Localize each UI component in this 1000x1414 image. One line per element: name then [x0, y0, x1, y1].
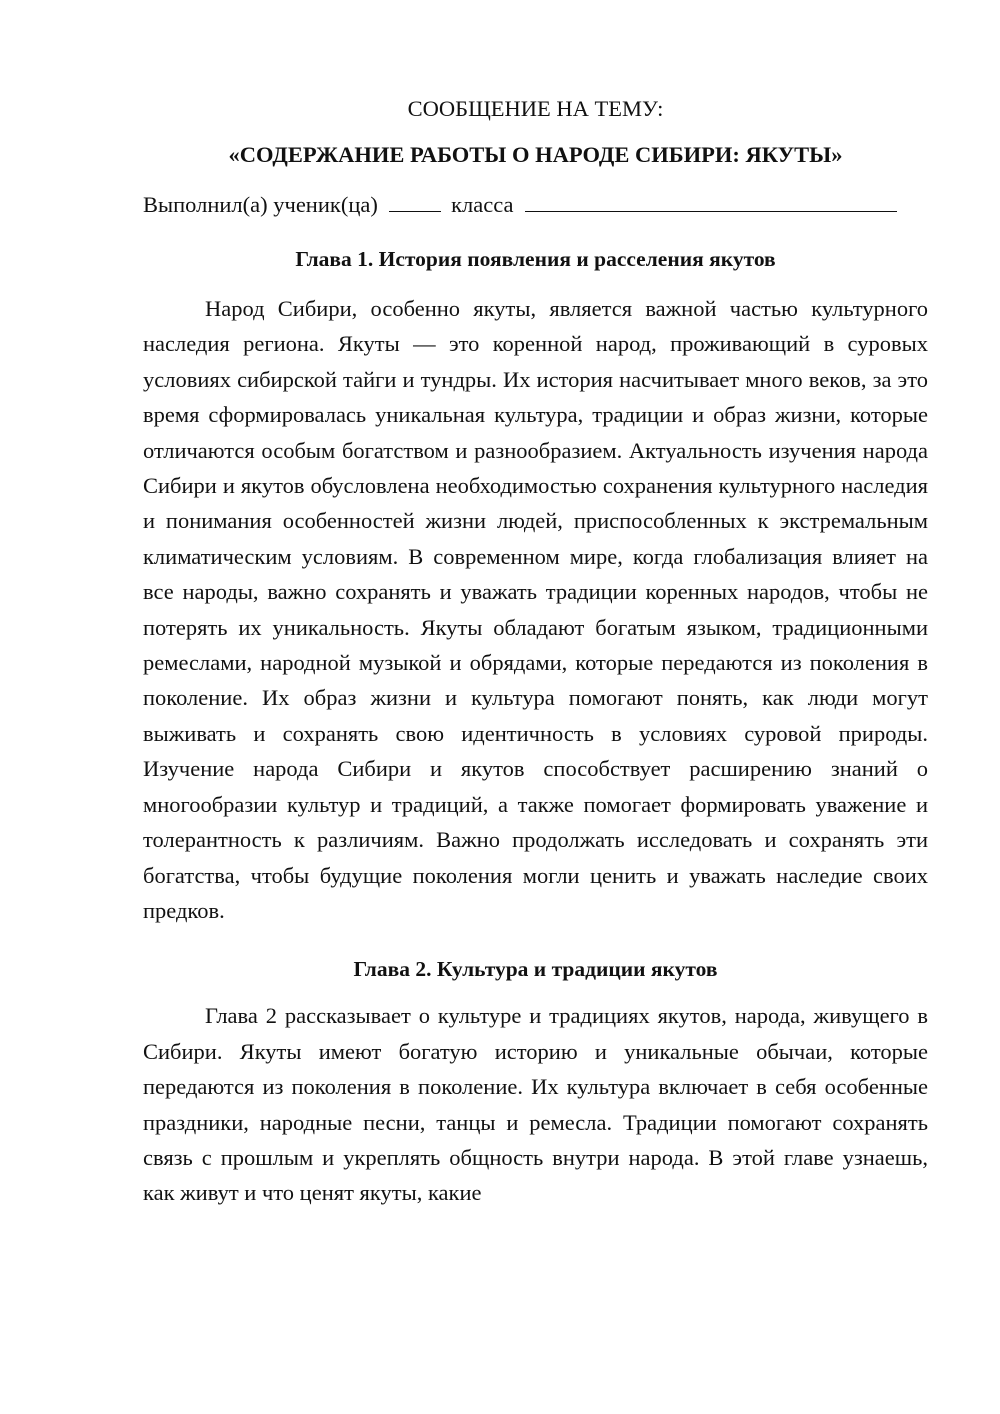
document-title: СООБЩЕНИЕ НА ТЕМУ:: [407, 96, 664, 121]
chapter-1-paragraph: Народ Сибири, особенно якуты, является важной частью культурного наследия региона. Якуты — это коренной народ, проживающий в суровых условиях сибирской тайги и тундры. Их история насчитывает много веков, за это время сформировалась уникальная культура, традиции и образ жизни, которые отличаются особым богатством и разнообразием. Актуальность изучения народа Сибири и якутов обусловлена необходимостью сохранения культурного наследия и понимания особенностей жизни людей, приспособленных к экстремальным климатическим условиям. В современном мире, когда глобализация влияет на все народы, важно сохранять и уважать традиции коренных народов, чтобы не потерять их уникальность. Якуты обладают богатым языком, традиционными ремеслами, народной музыкой и обрядами, которые передаются из поколения в поколение. Их образ жизни и культура помогают понять, как люди могут выживать и сохранять свою идентичность в условиях суровой природы. Изучение народа Сибири и якутов способствует расширению знаний о многообразии культур и традиций, а также помогает формировать уважение и толерантность к различиям. Важно продолжать исследовать и сохранять эти богатства, чтобы будущие поколения могли ценить и уважать наследие своих предков.: [143, 296, 928, 923]
author-line: [143, 188, 928, 222]
class-label: класса: [451, 192, 514, 217]
chapter-2-heading: Глава 2. Культура и традиции якутов: [353, 957, 718, 982]
author-label: Выполнил(а) ученик(ца): [143, 192, 378, 217]
document-subtitle: «СОДЕРЖАНИЕ РАБОТЫ О НАРОДЕ СИБИРИ: ЯКУТЫ»: [228, 142, 843, 167]
chapter-2-paragraph: Глава 2 рассказывает о культуре и традициях якутов, народа, живущего в Сибири. Якуты имеют богатую историю и уникальные обычаи, которые передаются из поколения в поколение. Их культура включает в себя особенные праздники, народные песни, танцы и ремесла. Традиции помогают сохранять связь с прошлым и укреплять общность внутри народа. В этой главе узнаешь, как живут и что ценят якуты, какие: [143, 1003, 928, 1206]
chapter-1-heading: Глава 1. История появления и расселения якутов: [295, 247, 776, 271]
student-name-blank: [525, 191, 897, 212]
document-page: [143, 92, 928, 1211]
class-number-blank: [389, 191, 441, 212]
